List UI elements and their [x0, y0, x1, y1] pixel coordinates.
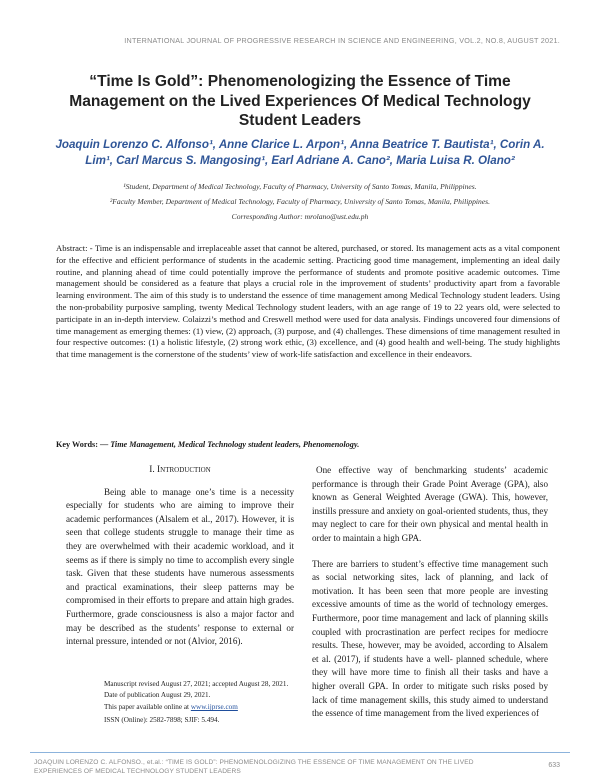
manuscript-note [104, 679, 294, 725]
footer-rule [30, 752, 570, 753]
author-list: Joaquin Lorenzo C. Alfonso¹, Anne Clarice L. Arpon¹, Anna Beatrice T. Bautista¹, Corin A. Lim¹, Carl Marcus S. Mangosing¹, Earl Adriane A. Cano², Maria Luisa R. Olano² [55, 138, 545, 167]
journal-header: INTERNATIONAL JOURNAL OF PROGRESSIVE RESEARCH IN SCIENCE AND ENGINEERING, VOL.2, NO.8, AUGUST 2021. [124, 36, 560, 45]
keywords-label: Key Words: — [56, 440, 111, 449]
right-column [312, 464, 548, 733]
paragraph: Being able to manage one’s time is a necessity especially for students who are aiming to improve their academic performances (Alsalem et al., 2017). However, it is seen that college students struggle to manage their time as they are overwhelmed with their academic workload, and it seems as if there is simply no time to accomplish every single task. Given that these students have numerous assessments and practical examinations, their sleep patterns may be compromised in their efforts to prepare and attain high grades. Furthermore, grade consciousness is also a major factor and may be described as the students’ response to external or internal pressure, intended or not (Alvior, 2016). [66, 486, 294, 647]
section-heading: I. Introduction [149, 465, 211, 475]
keywords-text: Time Management, Medical Technology student leaders, Phenomenology. [110, 440, 360, 449]
journal-link[interactable]: www.ijprse.com [190, 703, 238, 712]
paragraph: There are barriers to student’s effective time management such as social networking sites, lack of planning, and lack of motivation. It has been seen that more people are investing excessive amounts of time as the world of technology emerges. Furthermore, poor time management and lack of planning skills coupled with procrastination are perfect recipes for mediocre results. These, however, may be avoided, according to Alsalem et al. (2017), if students have a well- planned schedule, where they will have more time to finish all their tasks and have a higher overall GPA. In order to mitigate such risks posed by lack of time management skills, this study aimed to understand the essence of time management from the lived experiences of [312, 558, 548, 719]
page-number: 633 [548, 762, 560, 769]
affiliation-1: ¹Student, Department of Medical Technology, Faculty of Pharmacy, University of Santo Tomas, Manila, Philippines. [123, 182, 477, 191]
corresponding-author: Corresponding Author: mrolano@ust.edu.ph [231, 212, 369, 221]
abstract: Abstract: - Time is an indispensable and irreplaceable asset that cannot be altered, purchased, or stored. Its management acts as a vital component for the effective and efficient performance of students in the academic setting. Practicing good time management, implementing an ideal daily routine, and planning ahead of time could potentially improve the performance of students and promote positive academic outcomes. Time management should be considered as a feature that plays a crucial role in the improvement of students’ productivity apart from a favorable learning environment. The aim of this study is to understand the essence of time management among Medical Technology student leaders. Using the non-probability purposive sampling, twenty Medical Technology student leaders, with an age range of 19 to 22 years old, were selected to participate in an in-depth interview. Colaizzi’s method and Creswell method were used for data analysis. Findings uncovered four dimensions of time management as emerging themes: (1) view, (2) approach, (3) purpose, and (4) challenges. These dimensions of time management resulted in four respective outcomes: (1) a holistic lifestyle, (2) strong work ethic, (3) excellence, and (4) good health and well-being. The study highlights that time management is the cornerstone of the students’ view of work-life satisfaction and excellence in their endeavors. [56, 243, 560, 360]
online-availability [104, 702, 294, 713]
affiliation-2: ²Faculty Member, Department of Medical Technology, Faculty of Pharmacy, University of Santo Tomas, Manila, Philippines. [109, 197, 491, 206]
running-footer: JOAQUIN LORENZO C. ALFONSO., et.al.: “TIME IS GOLD”: PHENOMENOLOGIZING THE ESSENCE OF TIME MANAGEMENT ON THE LIVED EXPERIENCES OF MEDICAL TECHNOLOGY STUDENT LEADERS [34, 759, 474, 775]
manuscript-dates: Manuscript revised August 27, 2021; accepted August 28, 2021. Date of publication August 29, 2021. [104, 680, 289, 699]
keywords [56, 440, 560, 449]
paper-title: “Time Is Gold”: Phenomenologizing the Essence of Time Management on the Lived Experiences Of Medical Technology Student Leaders [69, 73, 531, 129]
online-prefix: This paper available online at [104, 703, 191, 712]
paragraph: One effective way of benchmarking students’ academic performance is through their Grade Point Average (GPA), also known as General Weighted Average (GWA). This, however, instills pressure and anxiety on goal-oriented students, thus, they may neglect to care for their own physical and mental health in order to maintain a high GPA. [312, 465, 548, 543]
left-column [66, 464, 294, 661]
issn: ISSN (Online): 2582-7898; SJIF: 5.494. [104, 715, 220, 724]
